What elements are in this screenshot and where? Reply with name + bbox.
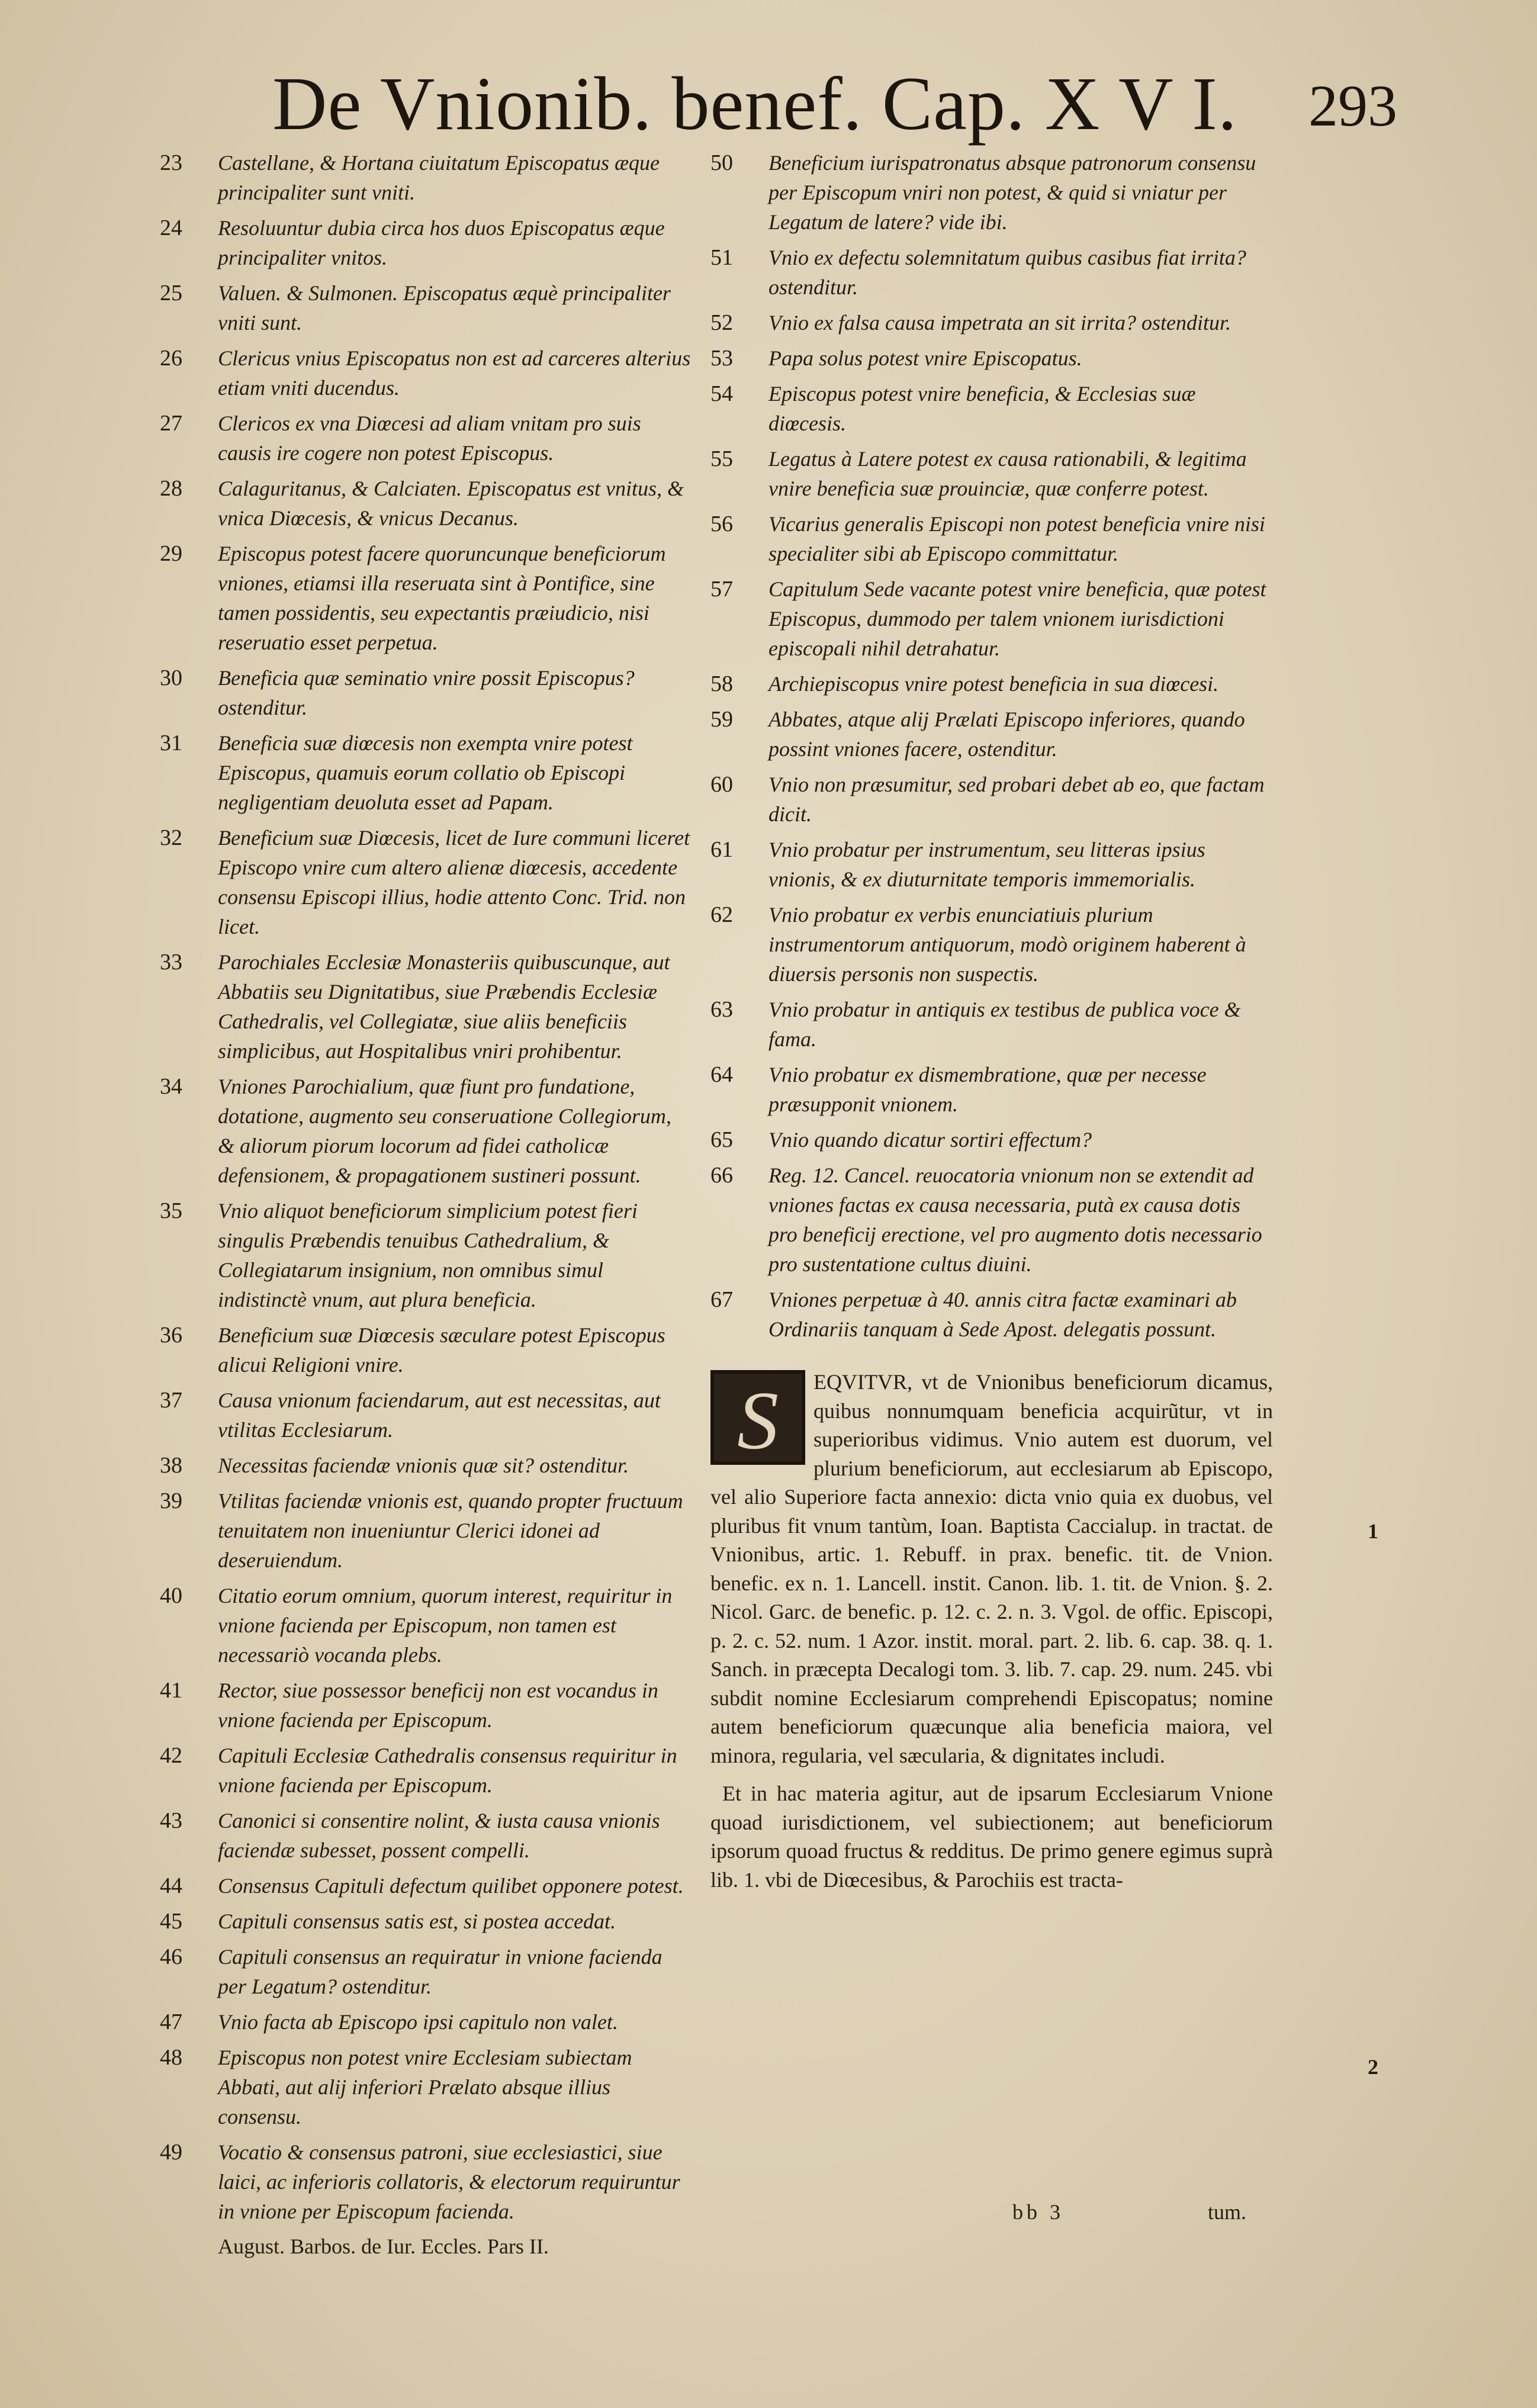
page-number: 293 bbox=[1308, 73, 1397, 139]
summary-entry bbox=[710, 243, 1273, 302]
summary-entry bbox=[710, 900, 1273, 989]
page-title: De Vnionib. benef. Cap. X V I. bbox=[272, 62, 1237, 146]
entry-text: Vnio probatur in antiquis ex testibus de publica voce & fama. bbox=[768, 998, 1241, 1051]
summary-entry bbox=[710, 444, 1273, 503]
entry-text: Capituli consensus an requiratur in vnione facienda per Legatum? ostenditur. bbox=[218, 1945, 663, 1998]
entry-number: 30 bbox=[160, 666, 182, 690]
summary-entry bbox=[710, 574, 1273, 663]
entry-text: Causa vnionum faciendarum, aut est necessitas, aut vtilitas Ecclesiarum. bbox=[218, 1388, 661, 1442]
summary-entry bbox=[160, 947, 693, 1066]
entry-text: Capituli consensus satis est, si postea accedat. bbox=[218, 1909, 616, 1933]
entry-text: Beneficium suæ Diœcesis sæculare potest Episcopus alicui Religioni vnire. bbox=[218, 1323, 665, 1377]
entry-text: Vnio probatur per instrumentum, seu litteras ipsius vnionis, & ex diuturnitate temporis immemorialis. bbox=[768, 838, 1205, 891]
entry-number: 28 bbox=[160, 476, 182, 501]
entry-number: 48 bbox=[160, 2045, 182, 2070]
summary-entry bbox=[160, 343, 693, 403]
entry-text: Vnio quando dicatur sortiri effectum? bbox=[768, 1128, 1092, 1152]
entry-number: 51 bbox=[710, 245, 733, 270]
summary-entry bbox=[160, 2007, 693, 2037]
entry-text: Legatus à Latere potest ex causa rationabili, & legitima vnire beneficia suæ prouinciæ, quæ conferre potest. bbox=[768, 447, 1247, 500]
summary-entry bbox=[160, 1072, 693, 1190]
signature-mark: bb 3 bbox=[1012, 2200, 1064, 2224]
entry-text: Rector, siue possessor beneficij non est vocandus in vnione facienda per Episcopum. bbox=[218, 1679, 658, 1732]
summary-entry bbox=[160, 1871, 693, 1901]
entry-text: Capitulum Sede vacante potest vnire beneficia, quæ potest Episcopus, dummodo per talem vnionem iurisdictioni episcopali nihil detrahatur. bbox=[768, 577, 1266, 660]
entry-number: 55 bbox=[710, 446, 733, 471]
entry-text: Abbates, atque alij Prælati Episcopo inferiores, quando possint vniones facere, ostenditur. bbox=[768, 708, 1245, 761]
entry-text: Vnio aliquot beneficiorum simplicium potest fieri singulis Præbendis tenuibus Cathedralium, & Collegiatarum insignium, non omnibus simul indistinctè vnum, aut plura beneficia. bbox=[218, 1199, 638, 1311]
entry-number: 42 bbox=[160, 1743, 182, 1768]
entry-number: 57 bbox=[710, 577, 733, 602]
summary-entry bbox=[710, 669, 1273, 699]
entry-text: Vniones perpetuæ à 40. annis citra factæ examinari ab Ordinariis tanquam à Sede Apost. delegatis possunt. bbox=[768, 1288, 1237, 1341]
author-signature-line: August. Barbos. de Iur. Eccles. Pars II. bbox=[218, 2235, 549, 2258]
entry-text: Vnio non præsumitur, sed probari debet ab eo, que factam dicit. bbox=[768, 773, 1265, 826]
entry-text: Vnio ex defectu solemnitatum quibus casibus fiat irrita? ostenditur. bbox=[768, 246, 1246, 299]
paragraph-1: EQVITVR, vt de Vnionibus beneficiorum dicamus, quibus nonnumquam beneficia acquirũtur, vt in superioribus vidimus. Vnio autem est duorum, vel plurium beneficiorum, aut ecclesiarum ab Episcopo, vel alio Superiore facta annexio: dicta vnio quia ex duobus, vel pluribus fit vnum tantùm, Ioan. Baptista Caccialup. in tractat. de Vnionibus, artic. 1. Rebuff. in prax. benefic. tit. de Vnion. benefic. ex n. 1. Lancell. instit. Canon. lib. 1. tit. de Vnion. §. 2. Nicol. Garc. de benefic. p. 12. c. 2. n. 3. Vgol. de offic. Episcopi, p. 2. c. 52. num. 1 Azor. instit. moral. part. 2. lib. 6. cap. 38. q. 1. Sanch. in præcepta Decalogi tom. 3. lib. 7. cap. 29. num. 245. vbi subdit nomine Ecclesiarum comprehendi Episcopatus; nomine autem beneficiorum quæcunque alia beneficia maiora, vel minora, regularia, vel sæcularia, & dignitates includi. bbox=[710, 1370, 1273, 1767]
entry-number: 25 bbox=[160, 281, 182, 306]
entry-number: 26 bbox=[160, 346, 182, 371]
entry-text: Castellane, & Hortana ciuitatum Episcopatus æque principaliter sunt vniti. bbox=[218, 151, 660, 204]
summary-entry bbox=[710, 1160, 1273, 1279]
entry-number: 39 bbox=[160, 1488, 182, 1513]
entry-number: 43 bbox=[160, 1808, 182, 1833]
entry-number: 33 bbox=[160, 950, 182, 975]
summary-entry bbox=[160, 1942, 693, 2001]
summary-entry bbox=[160, 663, 693, 722]
summary-entry bbox=[710, 308, 1273, 337]
summary-entry bbox=[160, 474, 693, 533]
entry-number: 53 bbox=[710, 346, 733, 371]
entry-number: 47 bbox=[160, 2010, 182, 2034]
entry-number: 67 bbox=[710, 1287, 733, 1312]
entry-number: 56 bbox=[710, 512, 733, 536]
summary-entry bbox=[160, 2137, 693, 2226]
summary-entry bbox=[160, 1486, 693, 1575]
entry-text: Vtilitas faciendæ vnionis est, quando propter fructuum tenuitatem non inueniuntur Clerici idonei ad deseruiendum. bbox=[218, 1489, 683, 1572]
entry-text: Clericus vnius Episcopatus non est ad carceres alterius etiam vniti ducendus. bbox=[218, 346, 691, 400]
entry-text: Vnio facta ab Episcopo ipsi capitulo non valet. bbox=[218, 2010, 618, 2034]
entry-text: Vnio probatur ex verbis enunciatiuis plurium instrumentorum antiquorum, modò originem haberent à diuersis personis non suspectis. bbox=[768, 903, 1246, 986]
entry-text: Vicarius generalis Episcopi non potest beneficia vnire nisi specialiter sibi ab Episcopo committatur. bbox=[768, 512, 1265, 565]
entry-number: 49 bbox=[160, 2140, 182, 2165]
entry-number: 59 bbox=[710, 707, 733, 732]
entry-text: Episcopus potest vnire beneficia, & Ecclesias suæ diœcesis. bbox=[768, 382, 1196, 435]
entry-text: Episcopus non potest vnire Ecclesiam subiectam Abbati, aut alij inferiori Prælato absque illius consensu. bbox=[218, 2046, 632, 2129]
summary-entry bbox=[160, 1196, 693, 1314]
summary-entry bbox=[160, 1385, 693, 1445]
entry-text: Necessitas faciendæ vnionis quæ sit? ostenditur. bbox=[218, 1454, 629, 1477]
entry-text: Capituli Ecclesiæ Cathedralis consensus requiritur in vnione facienda per Episcopum. bbox=[218, 1744, 677, 1797]
summary-entry bbox=[160, 213, 693, 272]
summary-entry bbox=[160, 1581, 693, 1670]
entry-text: Calaguritanus, & Calciaten. Episcopatus est vnitus, & vnica Diœcesis, & vnicus Decanus. bbox=[218, 477, 684, 530]
ornamental-drop-cap: S bbox=[710, 1370, 805, 1465]
summary-entry bbox=[710, 995, 1273, 1054]
entry-text: Beneficium suæ Diœcesis, licet de Iure communi liceret Episcopo vnire cum altero alienæ diœcesis, accedente consensu Episcopi illius, hodie attento Conc. Trid. non licet. bbox=[218, 826, 690, 938]
entry-number: 23 bbox=[160, 150, 182, 175]
entry-number: 54 bbox=[710, 381, 733, 406]
entry-number: 44 bbox=[160, 1873, 182, 1898]
entry-number: 29 bbox=[160, 541, 182, 566]
entry-text: Parochiales Ecclesiæ Monasteriis quibuscunque, aut Abbatiis seu Dignitatibus, siue Præbendis Ecclesiæ Cathedralis, vel Collegiatæ, siue aliis beneficiis simplicibus, aut Hospitalibus vniri prohibentur. bbox=[218, 950, 670, 1063]
right-summary-list bbox=[710, 148, 1273, 1344]
summary-entry bbox=[710, 1125, 1273, 1155]
entry-text: Beneficium iurispatronatus absque patronorum consensu per Episcopum vniri non potest, & quid si vniatur per Legatum de latere? vide ibi. bbox=[768, 151, 1256, 234]
entry-text: Beneficia suæ diœcesis non exempta vnire potest Episcopus, quamuis eorum collatio ob Episcopi negligentiam deuoluta esset ad Papam. bbox=[218, 731, 633, 814]
summary-entry bbox=[160, 1320, 693, 1380]
main-text bbox=[710, 1368, 1273, 1894]
entry-number: 65 bbox=[710, 1127, 733, 1152]
summary-entry bbox=[710, 379, 1273, 438]
entry-number: 24 bbox=[160, 216, 182, 240]
summary-entry bbox=[160, 148, 693, 207]
summary-entry bbox=[160, 1741, 693, 1800]
marginal-number-2: 2 bbox=[1368, 2055, 1378, 2079]
entry-number: 34 bbox=[160, 1074, 182, 1099]
summary-entry bbox=[710, 835, 1273, 894]
entry-text: Clericos ex vna Diœcesi ad aliam vnitam pro suis causis ire cogere non potest Episcopus. bbox=[218, 411, 641, 465]
summary-entry bbox=[710, 705, 1273, 764]
entry-text: Vnio ex falsa causa impetrata an sit irrita? ostenditur. bbox=[768, 311, 1231, 335]
summary-entry bbox=[710, 770, 1273, 829]
entry-number: 40 bbox=[160, 1583, 182, 1608]
left-summary-column bbox=[160, 148, 693, 2261]
entry-number: 62 bbox=[710, 902, 733, 927]
entry-number: 66 bbox=[710, 1163, 733, 1188]
entry-text: Archiepiscopus vnire potest beneficia in sua diœcesi. bbox=[768, 672, 1219, 696]
entry-number: 37 bbox=[160, 1388, 182, 1413]
catchword: tum. bbox=[1208, 2200, 1247, 2224]
summary-entry bbox=[160, 1806, 693, 1865]
summary-entry bbox=[160, 823, 693, 941]
summary-entry bbox=[160, 1676, 693, 1735]
entry-text: Valuen. & Sulmonen. Episcopatus æquè principaliter vniti sunt. bbox=[218, 281, 671, 335]
entry-text: Reg. 12. Cancel. reuocatoria vnionum non se extendit ad vniones factas ex causa necessaria, putà ex causa dotis pro beneficij erectione, vel pro augmento dotis necessario pro sustentatione cultus diuini. bbox=[768, 1163, 1262, 1276]
entry-text: Papa solus potest vnire Episcopatus. bbox=[768, 346, 1082, 370]
entry-number: 61 bbox=[710, 837, 733, 862]
summary-entry bbox=[710, 509, 1273, 568]
entry-text: Vniones Parochialium, quæ fiunt pro fundatione, dotatione, augmento seu conseruatione Collegiorum, & aliorum piorum locorum ad fidei catholicæ defensionem, & propagationem sustineri possunt. bbox=[218, 1075, 671, 1187]
marginal-number-1: 1 bbox=[1368, 1519, 1378, 1543]
summary-entry bbox=[710, 343, 1273, 373]
entry-number: 52 bbox=[710, 310, 733, 335]
summary-entry bbox=[160, 1451, 693, 1480]
entry-number: 36 bbox=[160, 1323, 182, 1348]
entry-number: 58 bbox=[710, 671, 733, 696]
entry-number: 46 bbox=[160, 1944, 182, 1969]
summary-entry bbox=[160, 278, 693, 337]
entry-number: 35 bbox=[160, 1198, 182, 1223]
entry-number: 63 bbox=[710, 997, 733, 1022]
entry-text: Resoluuntur dubia circa hos duos Episcopatus æque principaliter vnitos. bbox=[218, 216, 665, 269]
paragraph-2: Et in hac materia agitur, aut de ipsarum Ecclesiarum Vnione quoad iurisdictionem, vel subiectionem; aut beneficiorum ipsorum quoad fructus & redditus. De primo genere egimus suprà lib. 1. vbi de Diœcesibus, & Parochiis est tracta- bbox=[710, 1782, 1273, 1892]
entry-number: 60 bbox=[710, 772, 733, 797]
entry-number: 38 bbox=[160, 1453, 182, 1478]
entry-text: Citatio eorum omnium, quorum interest, requiritur in vnione facienda per Episcopum, non tamen est necessariò vocanda plebs. bbox=[218, 1584, 673, 1667]
entry-number: 31 bbox=[160, 731, 182, 755]
entry-number: 50 bbox=[710, 150, 733, 175]
entry-text: Episcopus potest facere quoruncunque beneficiorum vniones, etiamsi illa reseruata sint à Pontifice, sine tamen possidentis, seu expectantis præiudicio, nisi reseruatio esset perpetua. bbox=[218, 542, 666, 654]
summary-entry bbox=[160, 2043, 693, 2131]
summary-entry bbox=[160, 1907, 693, 1936]
entry-text: Canonici si consentire nolint, & iusta causa vnionis faciendæ subesset, possent compelli. bbox=[218, 1809, 660, 1862]
entry-text: Consensus Capituli defectum quilibet opponere potest. bbox=[218, 1874, 684, 1898]
entry-number: 27 bbox=[160, 411, 182, 436]
right-column bbox=[710, 148, 1273, 1894]
summary-entry bbox=[160, 409, 693, 468]
summary-entry bbox=[710, 1285, 1273, 1344]
summary-entry bbox=[160, 728, 693, 817]
entry-number: 41 bbox=[160, 1678, 182, 1703]
entry-number: 32 bbox=[160, 825, 182, 850]
entry-text: Vnio probatur ex dismembratione, quæ per necesse præsupponit vnionem. bbox=[768, 1063, 1207, 1116]
entry-text: Vocatio & consensus patroni, siue ecclesiastici, siue laici, ac inferioris collatoris, & electorum requiruntur in vnione per Episcopum facienda. bbox=[218, 2140, 680, 2223]
summary-entry bbox=[710, 1060, 1273, 1119]
running-header bbox=[272, 59, 1397, 154]
summary-entry bbox=[160, 539, 693, 657]
summary-entry bbox=[710, 148, 1273, 237]
entry-number: 64 bbox=[710, 1062, 733, 1087]
entry-text: Beneficia quæ seminatio vnire possit Episcopus? ostenditur. bbox=[218, 666, 635, 719]
entry-number: 45 bbox=[160, 1909, 182, 1934]
